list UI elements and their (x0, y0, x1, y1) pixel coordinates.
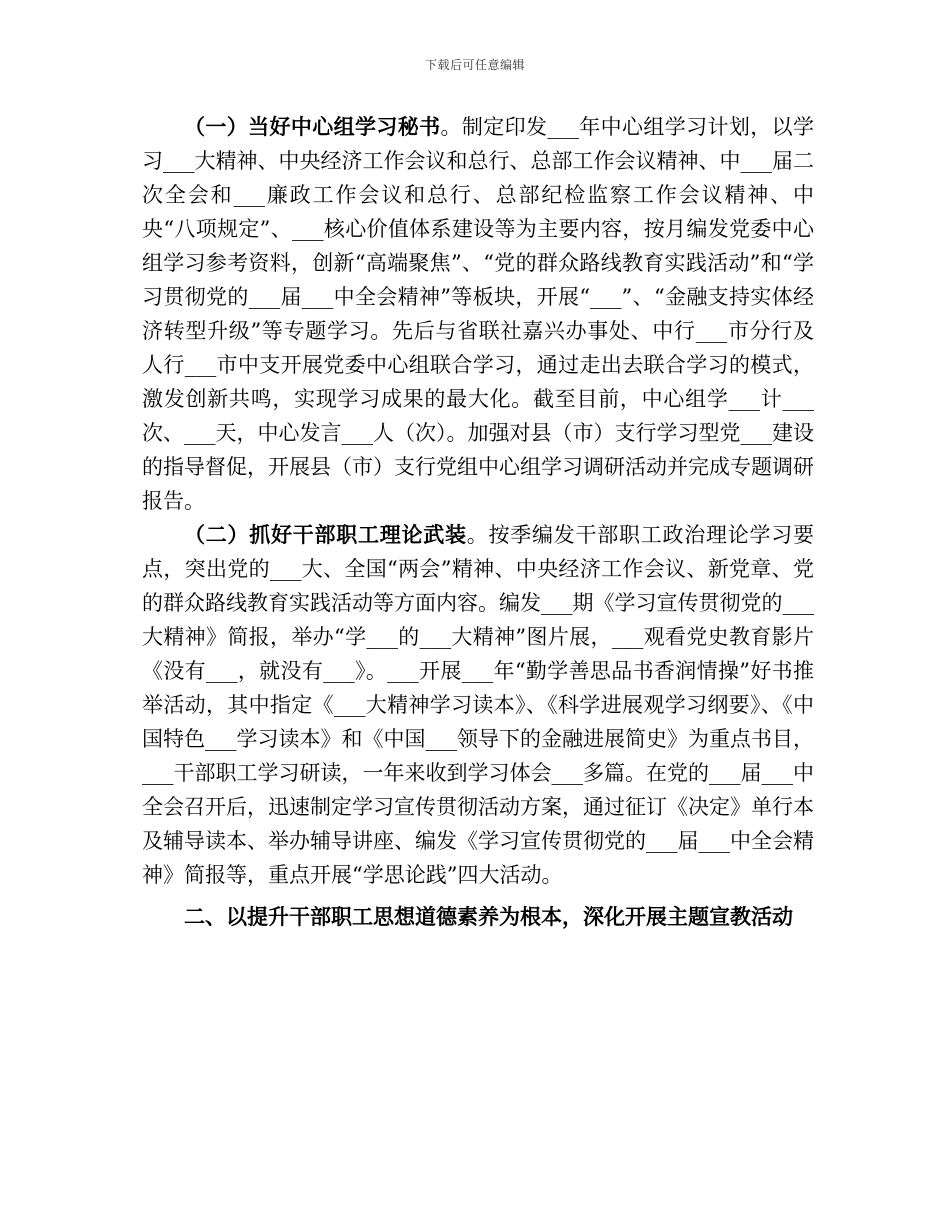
section-2-lead: （二）抓好干部职工理论武装 (184, 522, 467, 547)
document-body (142, 110, 814, 938)
section-2-text: 。按季编发干部职工政治理论学习要点，突出党的___大、全国“两会”精神、中央经济工作会议、新党章、党的群众路线教育实践活动等方面内容。编发___期《学习宣传贯彻党的___大精神》简报，举办“学___的___大精神”图片展，___观看党史教育影片《没有___，就没有___》。___开展___年“勤学善思品书香润情操”好书推举活动，其中指定《___大精神学习读本》、《科学进展观学习纲要》、《中国特色___学习读本》和《中国___领导下的金融进展简史》为重点书目，___干部职工学习研读，一年来收到学习体会___多篇。在党的___届___中全会召开后，迅速制定学习宣传贯彻活动方案，通过征订《决定》单行本及辅导读本、举办辅导讲座、编发《学习宣传贯彻党的___届___中全会精神》简报等，重点开展“学思论践”四大活动。 (142, 523, 814, 887)
page-header-note: 下载后可任意编辑 (424, 58, 525, 72)
paragraph-section-2 (142, 518, 814, 892)
section-1-lead: （一）当好中心组学习秘书 (184, 114, 441, 139)
section-1-text: 。制定印发___年中心组学习计划，以学习___大精神、中央经济工作会议和总行、总部工作会议精神、中___届二次全会和___廉政工作会议和总行、总部纪检监察工作会议精神、中央“八项规定”、___核心价值体系建设等为主要内容，按月编发党委中心组学习参考资料，创新“高端聚焦”、“党的群众路线教育实践活动”和“学习贯彻党的___届___中全会精神”等板块，开展“___”、“金融支持实体经济转型升级”等专题学习。先后与省联社嘉兴办事处、中行___市分行及人行___市中支开展党委中心组联合学习，通过走出去联合学习的模式，激发创新共鸣，实现学习成果的最大化。截至目前，中心组学___计___次、___天，中心发言___人（次）。加强对县（市）支行学习型党___建设的指导督促，开展县（市）支行党组中心组学习调研活动并完成专题调研报告。 (142, 115, 814, 513)
paragraph-section-1 (142, 110, 814, 518)
heading-part-2: 二、以提升干部职工思想道德素养为根本，深化开展主题宣教活动 (184, 904, 793, 929)
